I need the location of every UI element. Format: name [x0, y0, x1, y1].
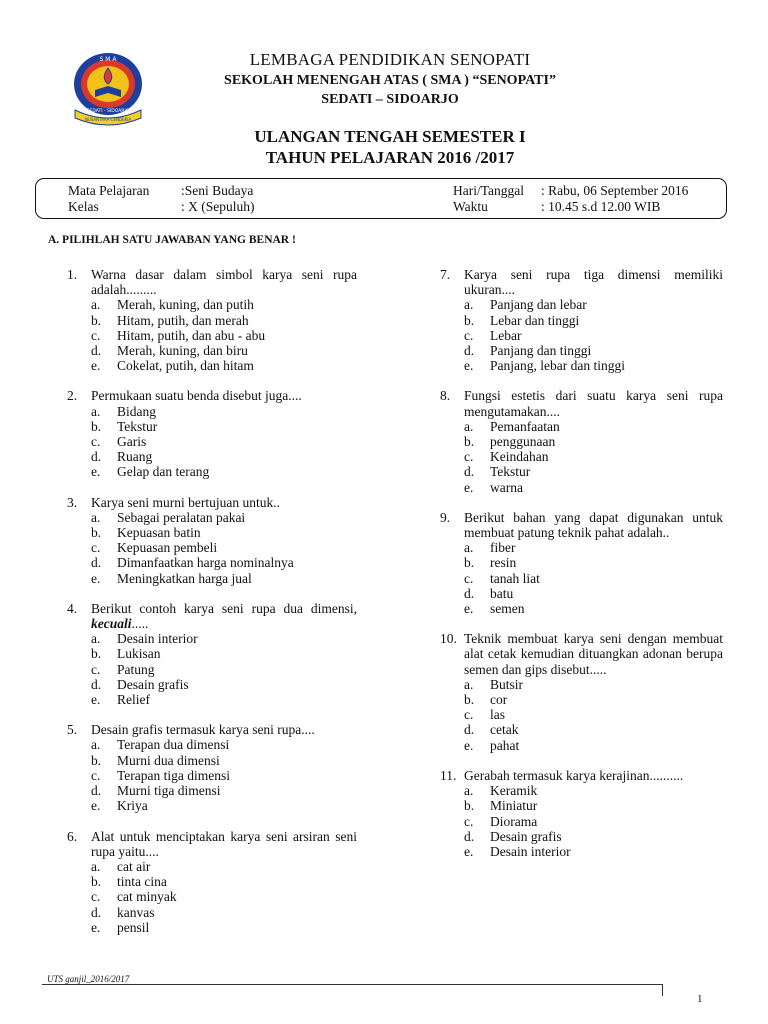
option-text: cat air: [117, 858, 151, 874]
answer-option: [440, 297, 723, 312]
option-letter: d.: [91, 783, 102, 799]
answer-option: [67, 358, 357, 373]
answer-option: [440, 571, 723, 586]
question-stem: [67, 388, 357, 403]
footer-divider-tick: [662, 984, 663, 996]
question-text: [464, 768, 723, 783]
option-letter: b.: [91, 312, 102, 328]
question-number: 11.: [440, 767, 457, 783]
question-item: [440, 768, 723, 859]
option-text: cetak: [490, 722, 519, 738]
option-text: Tekstur: [117, 418, 158, 434]
question-number: 8.: [440, 388, 451, 404]
option-text: fiber: [490, 540, 516, 556]
questions-right-column: [440, 267, 723, 874]
option-text: Murni tiga dimensi: [117, 783, 221, 799]
answer-option: [67, 768, 357, 783]
answer-option: [440, 434, 723, 449]
answer-option: [440, 419, 723, 434]
option-letter: e.: [464, 601, 474, 617]
question-text: [91, 388, 357, 403]
option-letter: a.: [464, 297, 474, 313]
option-text: Desain interior: [117, 631, 198, 647]
option-text: Ruang: [117, 449, 153, 465]
answer-option: [440, 707, 723, 722]
footer-divider: [42, 984, 662, 985]
answer-option: [67, 737, 357, 752]
answer-option: [67, 662, 357, 677]
option-text: Keramik: [490, 783, 538, 799]
option-letter: d.: [91, 676, 102, 692]
option-letter: c.: [464, 327, 474, 343]
option-letter: b.: [91, 525, 102, 541]
option-text: Desain interior: [490, 843, 571, 859]
option-letter: d.: [464, 464, 475, 480]
option-letter: d.: [91, 449, 102, 465]
question-text: [91, 267, 357, 297]
question-item: [440, 510, 723, 616]
option-text: semen: [490, 601, 525, 617]
option-letter: e.: [91, 798, 101, 814]
option-text: tanah liat: [490, 570, 540, 586]
option-letter: e.: [91, 358, 101, 374]
question-text-main: Permukaan suatu benda disebut juga....: [91, 388, 302, 404]
answer-option: [440, 738, 723, 753]
school-emblem-logo: [71, 50, 145, 126]
option-text: las: [490, 707, 505, 723]
option-text: cat minyak: [117, 889, 177, 905]
answer-option: [67, 571, 357, 586]
time-value: : 10.45 s.d 12.00 WIB: [541, 199, 661, 214]
option-letter: a.: [91, 509, 101, 525]
question-text-main: Warna dasar dalam simbol karya seni rupa adalah.........: [91, 267, 357, 298]
answer-option: [440, 313, 723, 328]
option-text: Kepuasan pembeli: [117, 540, 218, 556]
option-text: Desain grafis: [490, 828, 562, 844]
question-text-main: Berikut contoh karya seni rupa dua dimensi,: [91, 600, 357, 616]
option-text: Lebar dan tinggi: [490, 312, 580, 328]
answer-option: [67, 646, 357, 661]
option-text: Panjang dan tinggi: [490, 343, 592, 359]
option-text: Panjang, lebar dan tinggi: [490, 358, 625, 374]
answer-option: [67, 328, 357, 343]
question-text: [464, 631, 723, 677]
option-text: Meningkatkan harga jual: [117, 570, 252, 586]
option-text: pensil: [117, 919, 150, 935]
option-text: Relief: [117, 692, 150, 708]
answer-option: [440, 449, 723, 464]
option-letter: d.: [464, 722, 475, 738]
question-text-main: Teknik membuat karya seni dengan membuat alat cetak kemudian dituangkan adonan berupa semen dan gips disebut.....: [464, 631, 723, 677]
answer-option: [440, 555, 723, 570]
option-letter: a.: [464, 676, 474, 692]
answer-option: [67, 920, 357, 935]
question-item: [67, 267, 357, 373]
option-letter: a.: [91, 737, 101, 753]
answer-option: [67, 905, 357, 920]
question-stem: [440, 768, 723, 783]
answer-option: [440, 844, 723, 859]
answer-option: [67, 631, 357, 646]
answer-option: [67, 677, 357, 692]
option-letter: a.: [91, 403, 101, 419]
question-number: 7.: [440, 267, 451, 282]
time-label: Waktu: [453, 199, 488, 214]
option-letter: b.: [464, 434, 475, 450]
option-text: Kepuasan batin: [117, 525, 201, 541]
answer-option: [440, 783, 723, 798]
answer-option: [440, 798, 723, 813]
option-letter: d.: [91, 904, 102, 920]
option-letter: b.: [91, 646, 102, 662]
question-stem: [67, 495, 357, 510]
question-stem: [67, 829, 357, 859]
option-letter: b.: [464, 692, 475, 708]
option-letter: b.: [91, 418, 102, 434]
option-letter: c.: [91, 661, 101, 677]
answer-option: [67, 419, 357, 434]
answer-option: [67, 859, 357, 874]
option-letter: a.: [464, 418, 474, 434]
option-text: Patung: [117, 661, 155, 677]
class-value: : X (Sepuluh): [181, 199, 255, 214]
option-text: Merah, kuning, dan putih: [117, 297, 254, 313]
answer-option: [67, 798, 357, 813]
option-text: batu: [490, 585, 514, 601]
answer-option: [440, 829, 723, 844]
question-text-main: Karya seni rupa tiga dimensi memiliki ukuran....: [464, 267, 723, 298]
answer-option: [67, 343, 357, 358]
option-text: Gelap dan terang: [117, 464, 210, 480]
answer-option: [67, 313, 357, 328]
answer-option: [440, 586, 723, 601]
option-text: Hitam, putih, dan abu - abu: [117, 327, 266, 343]
question-text-main: Desain grafis termasuk karya seni rupa....: [91, 722, 315, 738]
footer-exam-code: UTS ganjil_2016/2017: [47, 974, 130, 984]
option-letter: e.: [91, 919, 101, 935]
answer-option: [67, 540, 357, 555]
option-letter: b.: [464, 798, 475, 814]
option-letter: c.: [91, 767, 101, 783]
answer-option: [440, 692, 723, 707]
answer-option: [67, 297, 357, 312]
answer-option: [67, 783, 357, 798]
answer-option: [67, 464, 357, 479]
question-text: [91, 495, 357, 510]
question-text-after: .....: [131, 616, 149, 632]
option-letter: e.: [91, 464, 101, 480]
option-text: Diorama: [490, 813, 538, 829]
option-text: kanvas: [117, 904, 155, 920]
question-item: [67, 601, 357, 707]
exam-title: ULANGAN TENGAH SEMESTER I: [254, 127, 526, 146]
option-letter: c.: [464, 449, 474, 465]
question-text-main: Alat untuk menciptakan karya seni arsiran seni rupa yaitu....: [91, 828, 357, 859]
question-text-main: Berikut bahan yang dapat digunakan untuk membuat patung teknik pahat adalah..: [464, 509, 723, 541]
question-text: [91, 601, 357, 631]
question-number: 3.: [67, 494, 78, 510]
question-item: [67, 722, 357, 813]
subject-value: :Seni Budaya: [181, 183, 254, 198]
option-letter: b.: [464, 312, 475, 328]
option-text: Keindahan: [490, 449, 549, 465]
question-stem: [67, 722, 357, 737]
question-text-main: Karya seni murni bertujuan untuk..: [91, 494, 280, 510]
option-letter: e.: [91, 570, 101, 586]
option-letter: d.: [91, 555, 102, 571]
question-item: [440, 267, 723, 373]
answer-option: [67, 434, 357, 449]
option-letter: d.: [91, 343, 102, 359]
option-text: Merah, kuning, dan biru: [117, 343, 248, 359]
question-text: [464, 267, 723, 297]
option-letter: d.: [464, 343, 475, 359]
option-letter: a.: [464, 783, 474, 799]
answer-option: [67, 692, 357, 707]
option-letter: a.: [464, 540, 474, 556]
option-text: Tekstur: [490, 464, 531, 480]
option-text: Garis: [117, 434, 147, 450]
question-stem: [440, 267, 723, 297]
question-text-main: Gerabah termasuk karya kerajinan..........: [464, 767, 684, 783]
question-item: [67, 388, 357, 479]
question-number: 1.: [67, 267, 78, 282]
option-letter: e.: [464, 843, 474, 859]
option-text: pahat: [490, 737, 520, 753]
subject-label: Mata Pelajaran: [68, 183, 150, 198]
option-text: Cokelat, putih, dan hitam: [117, 358, 254, 374]
option-text: Pemanfaatan: [490, 418, 560, 434]
answer-option: [67, 889, 357, 904]
option-letter: b.: [91, 874, 102, 890]
question-stem: [67, 601, 357, 631]
option-text: Miniatur: [490, 798, 538, 814]
question-item: [67, 829, 357, 935]
answer-option: [440, 328, 723, 343]
school-location: SEDATI – SIDOARJO: [321, 92, 459, 107]
question-stem: [440, 631, 723, 677]
answer-option: [67, 404, 357, 419]
option-text: Terapan tiga dimensi: [117, 767, 231, 783]
option-text: Lukisan: [117, 646, 161, 662]
answer-option: [67, 525, 357, 540]
date-label: Hari/Tanggal: [453, 183, 525, 198]
question-number: 4.: [67, 600, 78, 616]
question-item: [67, 495, 357, 586]
option-letter: e.: [464, 479, 474, 495]
question-number: 9.: [440, 509, 451, 525]
questions-left-column: [67, 267, 357, 950]
option-letter: c.: [91, 540, 101, 556]
question-number: 2.: [67, 388, 78, 404]
answer-option: [440, 601, 723, 616]
question-text: [91, 829, 357, 859]
section-heading: A. PILIHLAH SATU JAWABAN YANG BENAR !: [48, 234, 296, 246]
option-text: Terapan dua dimensi: [117, 737, 230, 753]
question-stem: [67, 267, 357, 297]
option-letter: b.: [464, 555, 475, 571]
answer-option: [440, 677, 723, 692]
option-text: Butsir: [490, 676, 524, 692]
answer-option: [440, 540, 723, 555]
option-letter: a.: [91, 858, 101, 874]
option-letter: c.: [464, 570, 474, 586]
option-letter: a.: [91, 631, 101, 647]
question-stem: [440, 510, 723, 540]
emblem-bottom-text: SEDATI - SIDOARJO: [86, 109, 130, 114]
question-text: [91, 722, 357, 737]
option-text: Desain grafis: [117, 676, 189, 692]
question-number: 10.: [440, 631, 457, 647]
answer-option: [440, 358, 723, 373]
question-item: [440, 631, 723, 753]
option-text: Hitam, putih, dan merah: [117, 312, 249, 328]
option-text: Murni dua dimensi: [117, 752, 220, 768]
option-letter: e.: [464, 358, 474, 374]
question-text: [464, 510, 723, 540]
question-text: [464, 388, 723, 418]
option-text: Lebar: [490, 327, 522, 343]
answer-option: [67, 510, 357, 525]
option-text: Dimanfaatkan harga nominalnya: [117, 555, 294, 571]
question-text-main: Fungsi estetis dari suatu karya seni rupa mengutamakan....: [464, 388, 723, 419]
emblem-top-text: S M A: [99, 56, 117, 63]
answer-option: [67, 753, 357, 768]
option-letter: c.: [464, 813, 474, 829]
option-text: Kriya: [117, 798, 148, 814]
answer-option: [440, 722, 723, 737]
option-letter: c.: [464, 707, 474, 723]
option-text: Bidang: [117, 403, 156, 419]
answer-option: [440, 814, 723, 829]
answer-option: [67, 555, 357, 570]
answer-option: [440, 343, 723, 358]
answer-option: [67, 874, 357, 889]
option-letter: a.: [91, 297, 101, 313]
class-label: Kelas: [68, 199, 99, 214]
option-letter: e.: [464, 737, 474, 753]
option-text: warna: [490, 479, 523, 495]
question-stem: [440, 388, 723, 418]
option-letter: c.: [91, 327, 101, 343]
question-number: 5.: [67, 722, 78, 738]
institution-name: LEMBAGA PENDIDIKAN SENOPATI: [249, 50, 531, 69]
question-item: [440, 388, 723, 494]
question-number: 6.: [67, 828, 78, 844]
option-text: Panjang dan lebar: [490, 297, 587, 313]
option-letter: d.: [464, 828, 475, 844]
option-letter: d.: [464, 585, 475, 601]
option-text: cor: [490, 692, 508, 708]
option-letter: e.: [91, 692, 101, 708]
option-text: resin: [490, 555, 517, 571]
page-number: 1: [697, 993, 703, 1005]
answer-option: [440, 464, 723, 479]
emblem-ribbon-text: NUSANTARA CENDEKIA: [84, 117, 132, 122]
option-text: tinta cina: [117, 874, 167, 890]
option-text: penggunaan: [490, 434, 556, 450]
date-value: : Rabu, 06 September 2016: [541, 183, 689, 198]
option-letter: c.: [91, 434, 101, 450]
academic-year: TAHUN PELAJARAN 2016 /2017: [265, 148, 515, 167]
school-name: SEKOLAH MENENGAH ATAS ( SMA ) “SENOPATI”: [224, 73, 556, 88]
option-letter: c.: [91, 889, 101, 905]
option-text: Sebagai peralatan pakai: [117, 509, 246, 525]
question-text-emphasis: kecuali: [91, 616, 132, 632]
answer-option: [67, 449, 357, 464]
option-letter: b.: [91, 752, 102, 768]
answer-option: [440, 480, 723, 495]
